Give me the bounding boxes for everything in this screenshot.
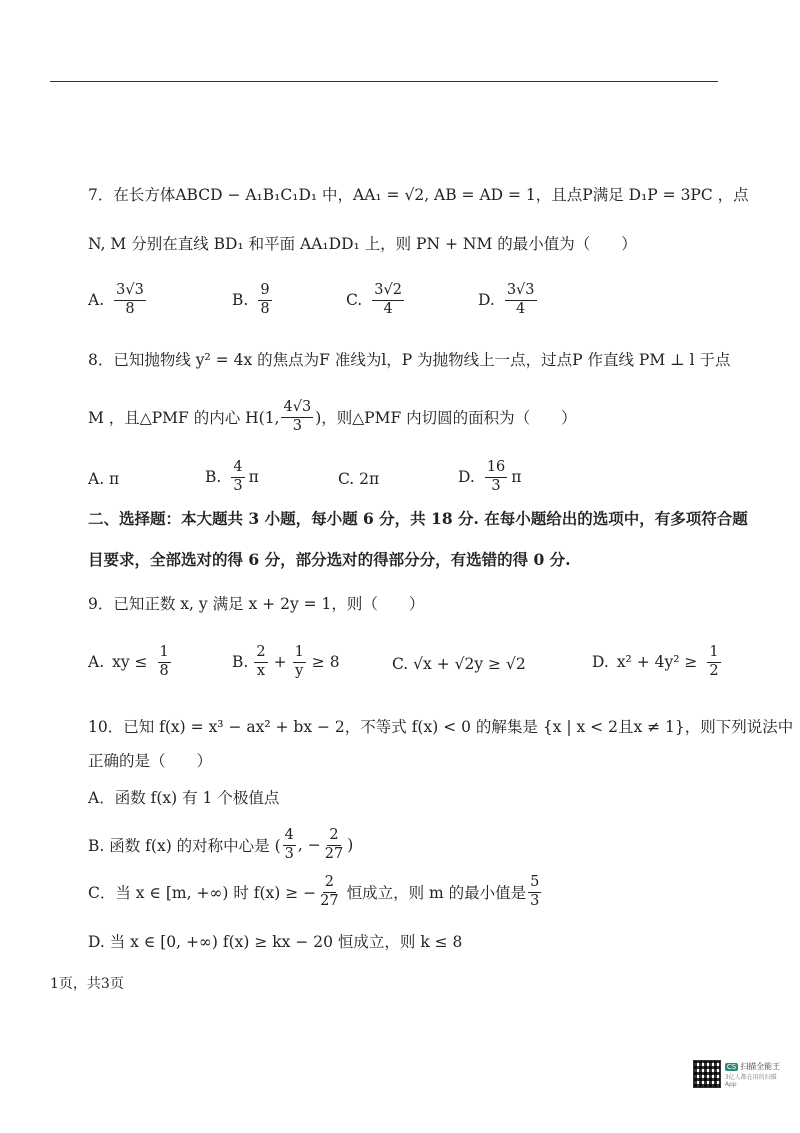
page-footer: 1页，共3页 — [50, 976, 124, 992]
watermark-title: 扫描全能王 — [740, 1061, 781, 1071]
q8-line1: 8．已知抛物线 y² = 4x 的焦点为F 准线为l，P 为抛物线上一点，过点P 作直线 PM ⊥ l 于点 — [88, 351, 731, 369]
q7-option-c: C. $\frac{3√2}{4}$ — [346, 282, 402, 317]
scanner-watermark — [693, 1057, 788, 1091]
q10-option-c: C．当 x ∈ [m, +∞) 时 f(x) ≥ − $\frac{2}{27}$ 恒成立，则 m 的最小值是 $\frac{5}{3}$ — [88, 874, 540, 909]
q8-option-b: B. $\frac{4}{3}$ π — [205, 459, 259, 494]
q9-line1: 9．已知正数 x, y 满足 x + 2y = 1，则（ ） — [88, 595, 425, 613]
cs-logo-icon: CS — [726, 1062, 737, 1071]
q9-option-d: D. x² + 4y² ≥ $\frac{1}{2}$ — [592, 644, 719, 679]
qr-code-icon — [693, 1060, 721, 1088]
section2-line2: 目要求，全部选对的得 6 分，部分选对的得部分分，有选错的得 0 分. — [88, 550, 571, 569]
q7-option-b: B. $\frac{9}{8}$ — [232, 282, 270, 317]
q7-option-d: D. $\frac{3√3}{4}$ — [478, 282, 535, 317]
q7-line1: 7．在长方体ABCD − A₁B₁C₁D₁ 中，AA₁ = √2, AB = AD = 1，且点P满足 D₁P = 3PC ，点 — [88, 186, 749, 204]
q9-option-c: C. √x + √2y ≥ √2 — [392, 655, 526, 673]
q8-line2: M ，且△PMF 的内心 H(1, $\frac{4√3}{3}$ )，则△PMF 内切圆的面积为（ ） — [88, 399, 577, 434]
q10-line2: 正确的是（ ） — [88, 752, 213, 770]
q10-option-d: D. 当 x ∈ [0, +∞) f(x) ≥ kx − 20 恒成立，则 k ≤ 8 — [88, 933, 463, 951]
q10-option-b: B. 函数 f(x) 的对称中心是 ( $\frac{4}{3}$ , − $\frac{2}{27}$ ) — [88, 827, 354, 862]
watermark-subtitle: 3亿人都在用的扫描App — [724, 1073, 777, 1088]
q8-option-c: C. 2π — [338, 470, 380, 488]
section2-line1: 二、选择题：本大题共 3 小题，每小题 6 分，共 18 分. 在每小题给出的选项中，有多项符合题 — [88, 509, 748, 528]
q8-option-d: D. $\frac{16}{3}$ π — [458, 459, 522, 494]
q8-option-a: A. π — [88, 470, 120, 488]
q7-line2: N, M 分别在直线 BD₁ 和平面 AA₁DD₁ 上，则 PN + NM 的最小值为（ ） — [88, 235, 637, 253]
q9-option-a: A. xy ≤ $\frac{1}{8}$ — [88, 644, 169, 679]
header-rule — [50, 81, 718, 82]
q9-option-b: B. $\frac{2}{x}$ + $\frac{1}{y}$ ≥ 8 — [232, 644, 340, 679]
q10-option-a: A．函数 f(x) 有 1 个极值点 — [88, 789, 280, 807]
q7-option-a: A. $\frac{3√3}{8}$ — [88, 282, 144, 317]
q10-line1: 10．已知 f(x) = x³ − ax² + bx − 2，不等式 f(x) < 0 的解集是 {x | x < 2且x ≠ 1}，则下列说法中 — [88, 718, 794, 736]
